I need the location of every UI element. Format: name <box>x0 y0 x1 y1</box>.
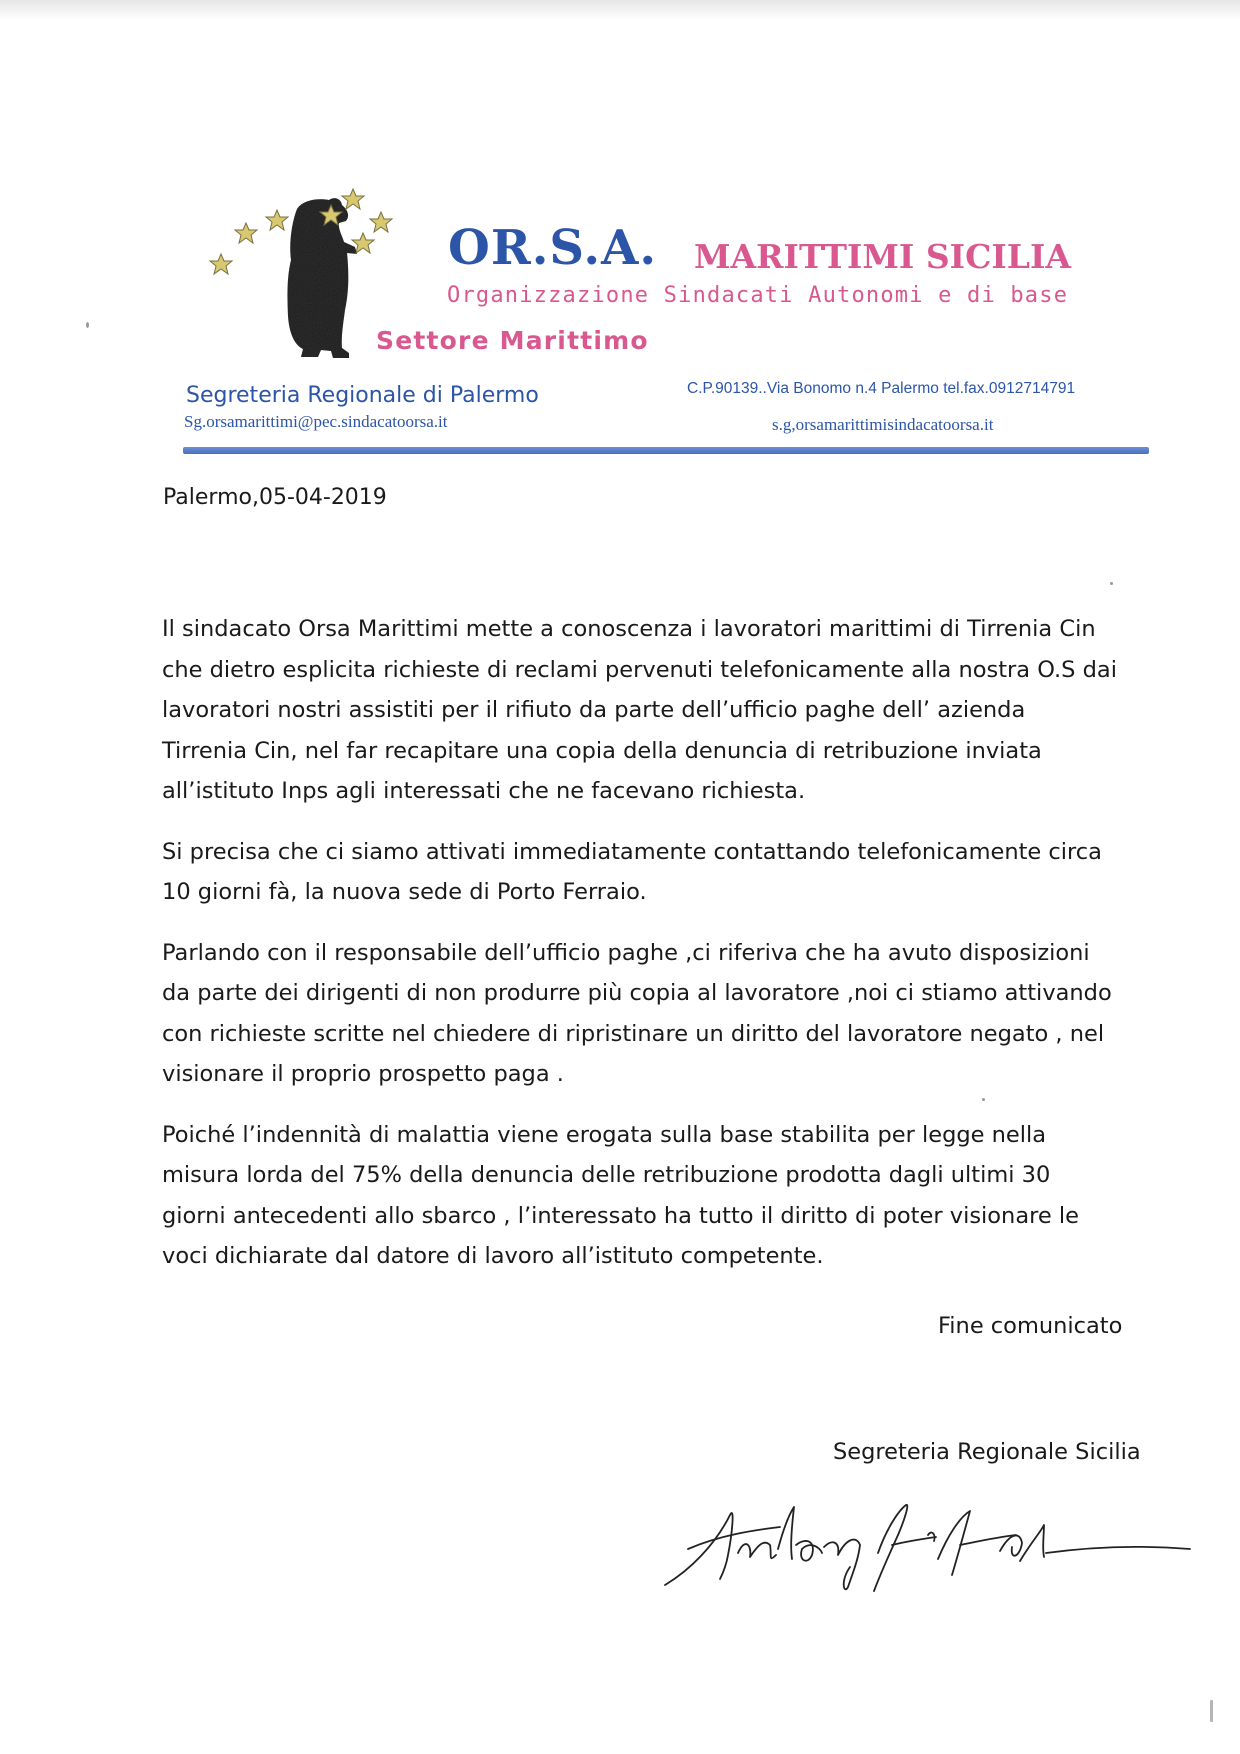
scan-speck <box>982 1098 985 1101</box>
letterhead <box>0 0 1240 470</box>
org-sector: Settore Marittimo <box>376 326 649 355</box>
pec-email: Sg.orsamarittimi@pec.sindacatoorsa.it <box>184 412 448 431</box>
signatory: Segreteria Regionale Sicilia <box>833 1439 1141 1465</box>
closing-text: Fine comunicato <box>938 1313 1123 1339</box>
signature-icon <box>660 1475 1200 1605</box>
paragraph: Si precisa che ci siamo attivati immediatamente contattando telefonicamente circa 10 giorni fà, la nuova sede di Porto Ferraio. <box>162 838 1102 905</box>
star-icon <box>342 189 364 209</box>
star-icon <box>266 210 288 230</box>
office-title: Segreteria Regionale di Palermo <box>186 383 539 408</box>
paragraph: Il sindacato Orsa Marittimi mette a conoscenza i lavoratori marittimi di Tirrenia Cin che dietro esplicita richieste di reclami pervenuti telefonicamente alla nostra O.S dai lavoratori nostri assistiti per il rifiuto da parte dell’ufficio paghe dell’ azienda Tirrenia Cin, nel far recapitare una copia della denuncia di retribuzione inviata all’istituto Inps agli interessati che ne facevano richiesta. <box>162 616 1117 804</box>
paragraph: Parlando con il responsabile dell’ufficio paghe ,ci riferiva che ha avuto disposizioni da parte dei dirigenti di non produrre più copia al lavoratore ,noi ci stiamo attivando con richieste scritte nel chiedere di ripristinare un diritto del lavoratore negato , nel visionare il proprio prospetto paga . <box>162 939 1112 1087</box>
scan-speck <box>86 322 89 328</box>
secondary-email: s.g,orsamarittimisindacatoorsa.it <box>772 415 994 434</box>
bear-icon <box>287 198 357 358</box>
org-name: OR.S.A. <box>448 220 658 276</box>
letterhead-rule <box>183 447 1149 454</box>
scan-speck <box>1110 582 1113 585</box>
org-region: MARITTIMI SICILIA <box>694 237 1072 276</box>
star-icon <box>210 254 232 274</box>
letter-body <box>162 609 1172 1297</box>
office-address: C.P.90139..Via Bonomo n.4 Palermo tel.fax.0912714791 <box>687 380 1076 397</box>
letter-date: Palermo,05-04-2019 <box>163 485 387 510</box>
scan-speck <box>1210 1700 1213 1722</box>
star-icon <box>235 223 257 243</box>
org-full-name: Organizzazione Sindacati Autonomi e di base <box>447 283 1069 308</box>
star-icon <box>370 212 392 232</box>
paragraph: Poiché l’indennità di malattia viene erogata sulla base stabilita per legge nella misura lorda del 75% della denuncia delle retribuzione prodotta dagli ultimi 30 giorni antecedenti allo sbarco , l’interessato ha tutto il diritto di poter visionare le voci dichiarate dal datore di lavoro all’istituto competente. <box>162 1121 1079 1269</box>
